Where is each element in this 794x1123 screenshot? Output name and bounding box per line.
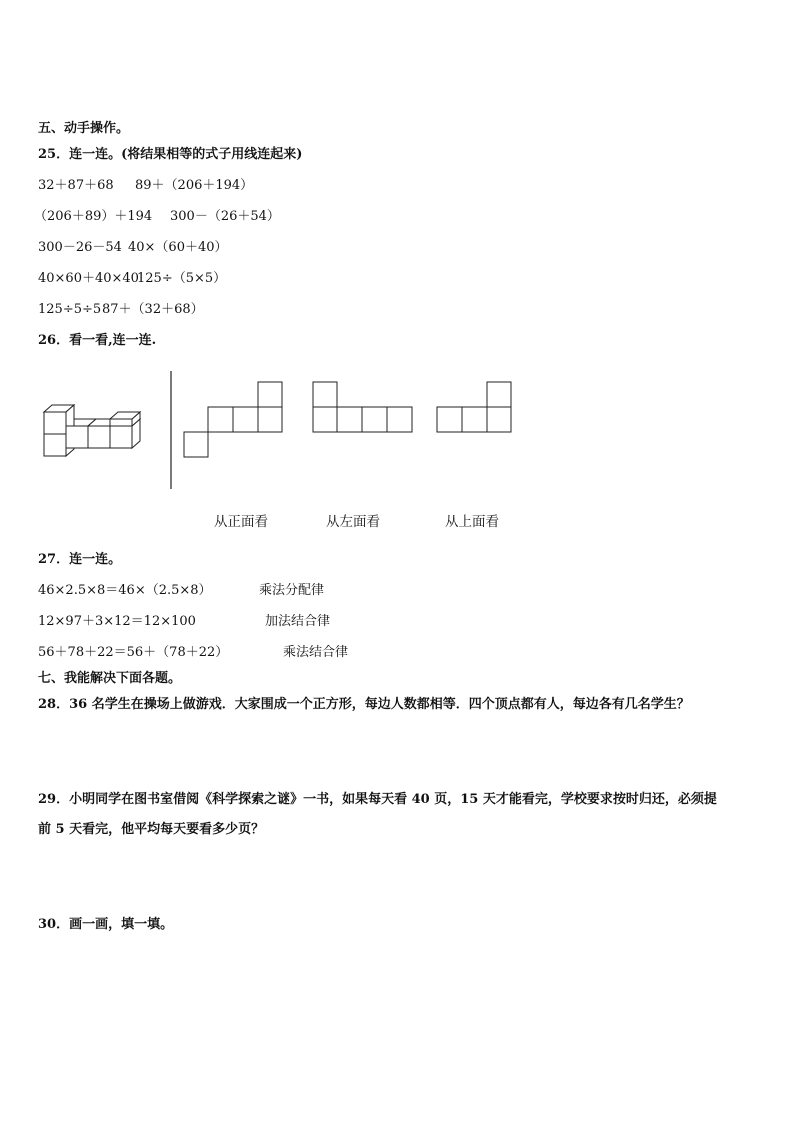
view-square [487, 407, 511, 432]
view-label-front: 从正面看 [214, 514, 268, 530]
q27-row-1 [38, 583, 324, 599]
cube-solid-figure [44, 405, 140, 456]
q25-left-expression: 300－26－54 [38, 240, 122, 255]
view-square [208, 407, 233, 432]
q27-row-2 [38, 614, 330, 630]
view-shape-3 [437, 382, 511, 432]
question-30-text: 30．画一画，填一填。 [38, 917, 174, 932]
view-square [337, 407, 362, 432]
view-square [387, 407, 412, 432]
view-shape-2 [313, 382, 412, 432]
q27-equation: 56＋78＋22＝56＋（78＋22） [38, 645, 229, 660]
q25-left-expression: 32＋87＋68 [38, 178, 114, 193]
view-shape-1 [184, 382, 282, 457]
view-square [313, 382, 337, 407]
view-square [233, 407, 258, 432]
q27-law-name: 乘法分配律 [259, 583, 325, 598]
q25-left-expression: 125÷5÷5 [38, 302, 102, 317]
view-label-top: 从上面看 [445, 514, 499, 530]
q25-right-expression: 125÷（5×5） [137, 271, 227, 286]
q27-law-name: 加法结合律 [265, 614, 331, 629]
cube-face [110, 426, 132, 448]
view-square [487, 382, 511, 407]
question-27-title: 27．连一连。 [38, 552, 122, 567]
q27-equation: 12×97＋3×12＝12×100 [38, 614, 196, 629]
view-square [258, 407, 282, 432]
q25-right-expression: 89＋（206＋194） [135, 178, 254, 193]
view-square [437, 407, 462, 432]
section-seven-title: 七、我能解决下面各题。 [38, 671, 182, 686]
question-29-line-1: 29．小明同学在图书室借阅《科学探索之谜》一书，如果每天看 40 页，15 天才能看完，学校要求按时归还，必须提 [38, 792, 717, 807]
view-square [313, 407, 337, 432]
q25-right-expression: 87＋（32＋68） [102, 302, 204, 317]
q27-equation: 46×2.5×8＝46×（2.5×8） [38, 583, 212, 598]
view-square [462, 407, 487, 432]
question-28-text: 28．36 名学生在操场上做游戏．大家围成一个正方形，每边人数都相等．四个顶点都有人，每边各有几名学生？ [38, 697, 690, 712]
view-square [362, 407, 387, 432]
q27-row-3 [38, 645, 348, 661]
cube-face [110, 419, 132, 426]
cube-face [44, 434, 66, 456]
view-square [258, 382, 282, 407]
view-square [184, 432, 208, 457]
q25-right-expression: 300－（26＋54） [170, 209, 280, 224]
question-29-line-2: 前 5 天看完，他平均每天要看多少页？ [38, 822, 265, 837]
cube-face [66, 426, 88, 448]
cube-face [44, 412, 66, 434]
q25-right-expression: 40×（60＋40） [128, 240, 228, 255]
question-26-title: 26．看一看,连一连. [38, 333, 157, 348]
section-five-title: 五、动手操作。 [38, 121, 130, 136]
q25-left-expression: 40×60＋40×40 [38, 271, 139, 286]
question-25-title: 25．连一连。(将结果相等的式子用线连起来) [38, 147, 303, 162]
q25-left-expression: （206＋89）＋194 [34, 209, 153, 224]
cube-face [88, 426, 110, 448]
view-label-left: 从左面看 [326, 514, 380, 530]
q27-law-name: 乘法结合律 [283, 645, 349, 660]
